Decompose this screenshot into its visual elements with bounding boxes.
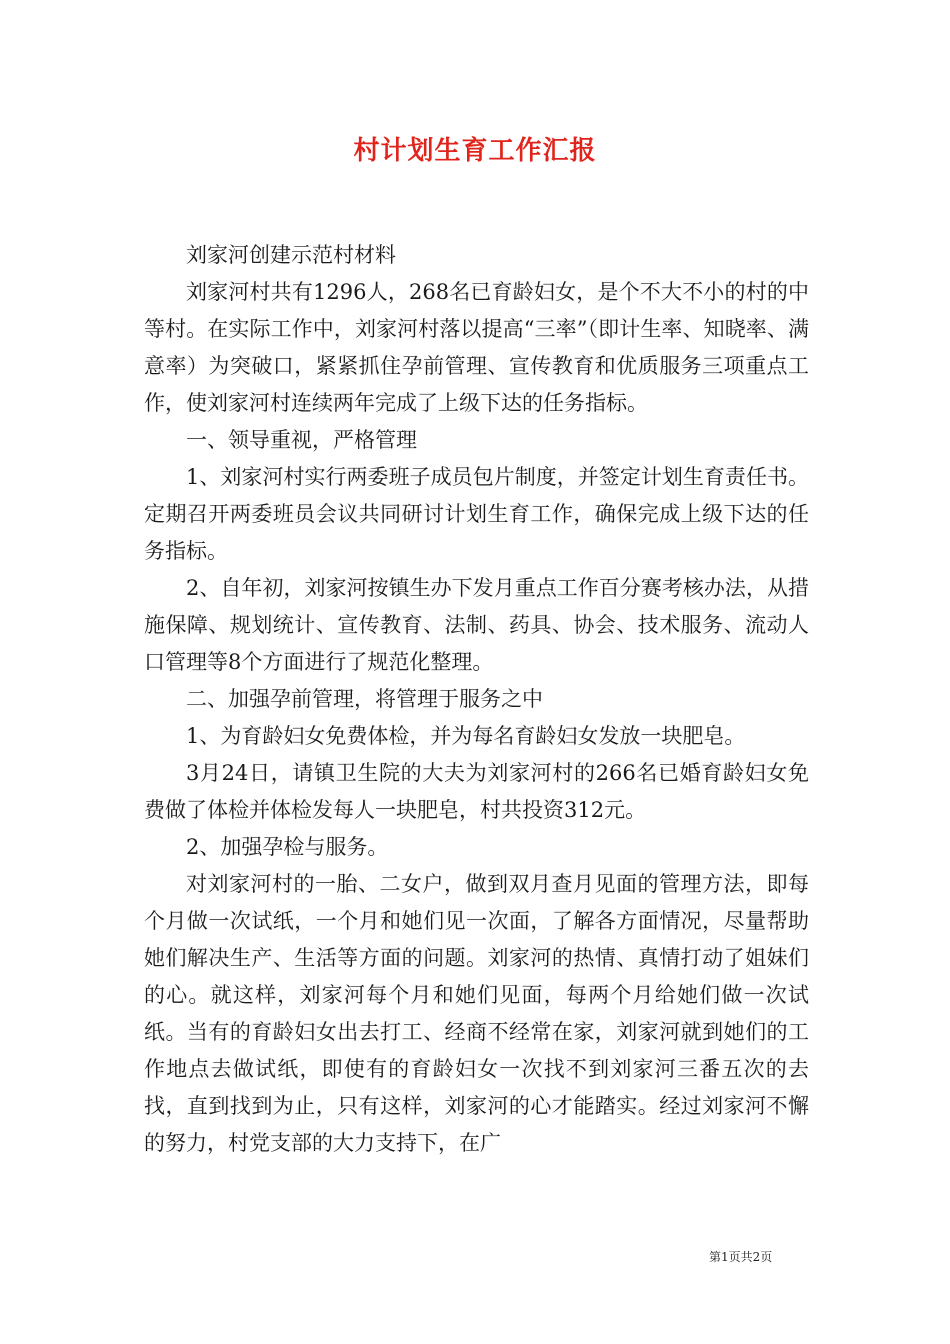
section-heading: 一、领导重视，严格管理 xyxy=(186,428,417,452)
page-number: 第1页共2页 xyxy=(709,1250,773,1264)
paragraph: 刘家河创建示范村材料 xyxy=(186,243,396,267)
document-body xyxy=(144,237,809,1162)
paragraph: 2、加强孕检与服务。 xyxy=(186,835,389,859)
section-heading: 二、加强孕前管理，将管理于服务之中 xyxy=(186,687,543,711)
paragraph: 1、为育龄妇女免费体检，并为每名育龄妇女发放一块肥皂。 xyxy=(186,724,746,748)
paragraph: 3月24日，请镇卫生院的大夫为刘家河村的266名已婚育龄妇女免费做了体检并体检发每人一块肥皂，村共投资312元。 xyxy=(144,761,809,822)
paragraph: 1、刘家河村实行两委班子成员包片制度，并签定计划生育责任书。定期召开两委班员会议共同研讨计划生育工作，确保完成上级下达的任务指标。 xyxy=(144,465,809,563)
paragraph: 对刘家河村的一胎、二女户，做到双月查月见面的管理方法，即每个月做一次试纸，一个月和她们见一次面，了解各方面情况，尽量帮助她们解决生产、生活等方面的问题。刘家河的热情、真情打动了姐妹们的心。就这样，刘家河每个月和她们见面，每两个月给她们做一次试纸。当有的育龄妇女出去打工、经商不经常在家，刘家河就到她们的工作地点去做试纸，即使有的育龄妇女一次找不到刘家河三番五次的去找，直到找到为止，只有这样，刘家河的心才能踏实。经过刘家河不懈的努力，村党支部的大力支持下，在广 xyxy=(144,872,809,1155)
document-title: 村计划生育工作汇报 xyxy=(353,136,597,166)
paragraph: 2、自年初，刘家河按镇生办下发月重点工作百分赛考核办法，从措施保障、规划统计、宣传教育、法制、药具、协会、技术服务、流动人口管理等8个方面进行了规范化整理。 xyxy=(144,576,809,674)
paragraph: 刘家河村共有1296人，268名已育龄妇女，是个不大不小的村的中等村。在实际工作中，刘家河村落以提高“三率”（即计生率、知晓率、满意率）为突破口，紧紧抓住孕前管理、宣传教育和优质服务三项重点工作，使刘家河村连续两年完成了上级下达的任务指标。 xyxy=(144,280,809,415)
